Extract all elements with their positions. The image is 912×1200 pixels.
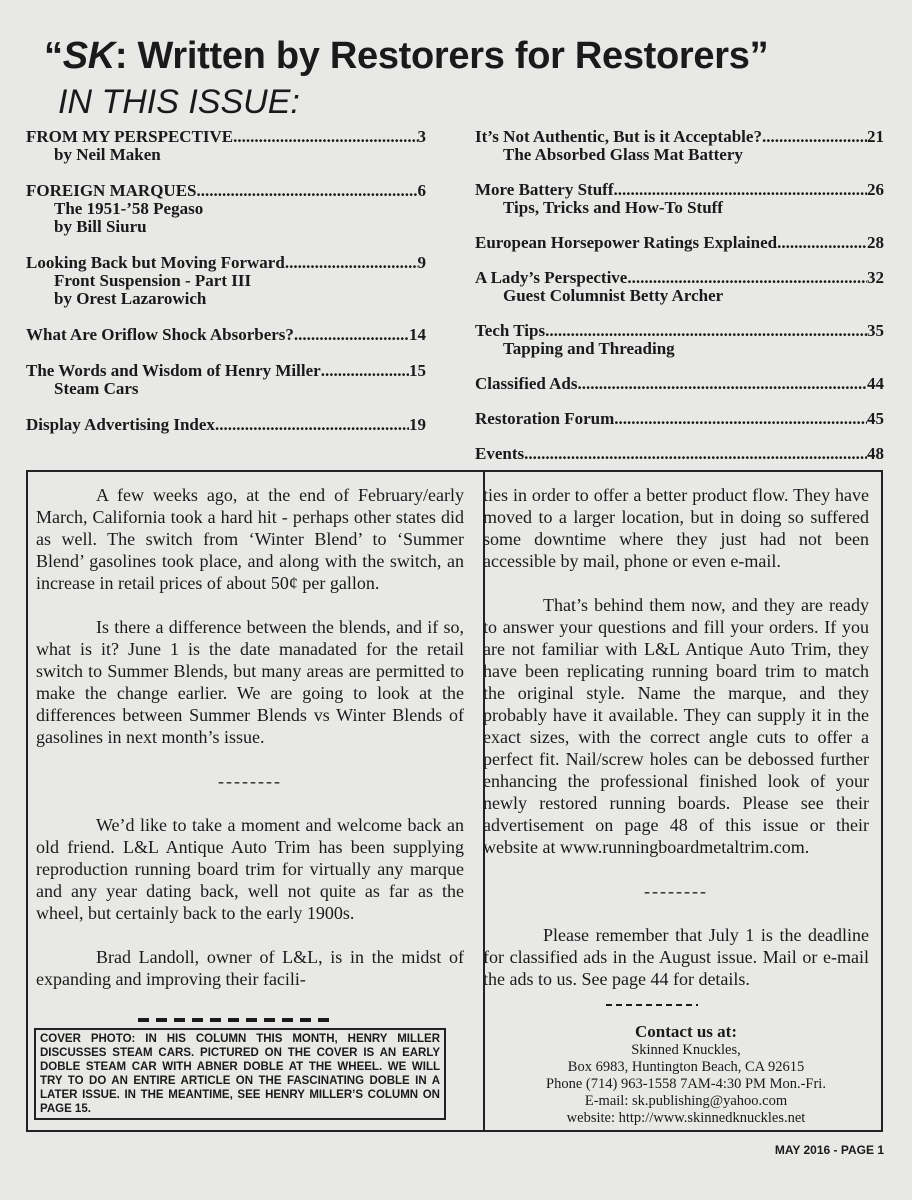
toc-subtitle: Tapping and Threading — [503, 339, 675, 358]
paragraph: We’d like to take a moment and welcome back an old friend. L&L Antique Auto Trim has been supplying reproduction running board trim for virtually any marque and any year dating back, well not quite as far as the wheel, but certainly back to the early 1900s. — [36, 815, 464, 923]
toc-entry — [26, 362, 426, 398]
toc-line — [475, 234, 884, 252]
toc-leader-dots — [627, 269, 867, 287]
dashed-separator — [606, 1004, 698, 1006]
toc-page-number: 48 — [867, 445, 884, 463]
toc-line — [475, 269, 884, 287]
toc-line — [475, 181, 884, 199]
toc-page-number: 9 — [417, 254, 426, 272]
toc-entry — [26, 182, 426, 236]
contact-phone: Phone (714) 963-1558 7AM-4:30 PM Mon.-Fri. — [546, 1076, 826, 1092]
toc-title: Restoration Forum — [475, 410, 615, 428]
toc-leader-dots — [777, 234, 867, 252]
toc-title: Classified Ads — [475, 375, 578, 393]
toc-subtitle: Tips, Tricks and How-To Stuff — [503, 198, 723, 217]
toc-entry — [475, 269, 884, 305]
toc-left-column — [26, 128, 426, 434]
dashed-separator — [138, 1018, 330, 1022]
toc-page-number: 32 — [867, 269, 884, 287]
toc-entry — [26, 128, 426, 164]
toc-title: A Lady’s Perspective — [475, 269, 628, 287]
editorial-box — [26, 470, 883, 1132]
editorial-left-column — [36, 484, 464, 1012]
toc-subtitle: by Bill Siuru — [54, 217, 147, 236]
paragraph: Please remember that July 1 is the deadline for classified ads in the August issue. Mail or e-mail the ads to us. See page 44 for details. — [483, 925, 869, 989]
toc-subtitle: Steam Cars — [54, 379, 139, 398]
toc-leader-dots — [285, 254, 418, 272]
paragraph: That’s behind them now, and they are ready to answer your questions and fill your orders. If you are not familiar with L&L Antique Auto Trim, they have been replicating running board trim to match the original style. Name the marque, and they probably have it available. They can supply it in the exact sizes, with the correct angle cuts to offer a perfect fit. Nail/screw holes can be debossed further enhancing the professional finished look of your newly restored running boards. Please see their advertisement on page 48 of this issue or their website at www.runningboardmetaltrim.com. — [483, 595, 869, 857]
toc-leader-dots — [762, 128, 867, 146]
toc-title: European Horsepower Ratings Explained — [475, 234, 778, 252]
toc-leader-dots — [196, 182, 417, 200]
headline-quote: “ — [44, 35, 63, 77]
section-divider: -------- — [218, 771, 282, 791]
headline-sk: SK — [62, 35, 115, 77]
toc-title: It’s Not Authentic, But is it Acceptable? — [475, 128, 762, 146]
toc-entry — [26, 416, 426, 434]
toc-leader-dots — [294, 326, 409, 344]
toc-page-number: 19 — [409, 416, 426, 434]
toc-entry — [475, 445, 884, 463]
toc-leader-dots — [233, 128, 417, 146]
toc-entry — [475, 128, 884, 164]
toc-line — [475, 375, 884, 393]
toc-page-number: 45 — [867, 410, 884, 428]
toc-entry — [475, 234, 884, 252]
toc-subtitle: by Orest Lazarowich — [54, 289, 207, 308]
contact-address: Box 6983, Huntington Beach, CA 92615 — [567, 1059, 805, 1075]
toc-page-number: 28 — [867, 234, 884, 252]
toc-leader-dots — [524, 445, 867, 463]
toc-title: Events — [475, 445, 525, 463]
toc-entry — [475, 322, 884, 358]
paragraph: ties in order to offer a better product flow. They have moved to a larger location, but in doing so suffered some downtime where they just had not been accessible by mail, phone or even e-mail. — [483, 485, 869, 571]
toc-title: FOREIGN MARQUES — [26, 182, 197, 200]
toc-title: What Are Oriflow Shock Absorbers? — [26, 326, 294, 344]
toc-entry — [475, 375, 884, 393]
headline-rest: : Written by Restorers for Restorers” — [114, 35, 769, 77]
toc-line — [26, 326, 426, 344]
toc-subtitle: by Neil Maken — [54, 145, 161, 164]
toc-line — [475, 445, 884, 463]
contact-name: Skinned Knuckles, — [631, 1042, 741, 1058]
toc-subtitle: Front Suspension - Part III — [54, 271, 252, 290]
toc-line — [26, 254, 426, 272]
toc-title: FROM MY PERSPECTIVE — [26, 128, 234, 146]
toc-leader-dots — [614, 410, 867, 428]
toc-subtitle: Guest Columnist Betty Archer — [503, 286, 724, 305]
toc-leader-dots — [578, 375, 868, 393]
toc-subtitle: The 1951-’58 Pegaso — [54, 199, 204, 218]
toc-leader-dots — [545, 322, 867, 340]
in-this-issue-heading: IN THIS ISSUE: — [58, 83, 300, 121]
contact-block — [504, 1022, 868, 1127]
toc-right-column — [475, 128, 884, 463]
paragraph: Brad Landoll, owner of L&L, is in the midst of expanding and improving their facili- — [36, 947, 464, 989]
toc-title: Looking Back but Moving Forward — [26, 254, 285, 272]
toc-page-number: 6 — [417, 182, 426, 200]
toc-page-number: 26 — [867, 181, 884, 199]
contact-email: E-mail: sk.publishing@yahoo.com — [584, 1093, 788, 1109]
toc-line — [475, 322, 884, 340]
toc-entry — [475, 410, 884, 428]
toc-subtitle: The Absorbed Glass Mat Battery — [503, 145, 743, 164]
editorial-right-column — [483, 484, 869, 1012]
paragraph: A few weeks ago, at the end of February/early March, California took a hard hit - perhaps other states did as well. The switch from ‘Winter Blend’ to ‘Summer Blend’ gasolines took place, and along with the switch, an increase in retail prices of about 50¢ per gallon. — [36, 485, 464, 593]
toc-page-number: 44 — [867, 375, 884, 393]
toc-title: The Words and Wisdom of Henry Miller — [26, 362, 321, 380]
toc-entry — [26, 254, 426, 308]
toc-leader-dots — [321, 362, 409, 380]
toc-line — [475, 128, 884, 146]
toc-line — [475, 410, 884, 428]
toc-line — [26, 128, 426, 146]
toc-title: More Battery Stuff — [475, 181, 614, 199]
toc-line — [26, 416, 426, 434]
toc-page-number: 35 — [867, 322, 884, 340]
toc-line — [26, 362, 426, 380]
toc-leader-dots — [215, 416, 409, 434]
toc-entry — [475, 181, 884, 217]
toc-page-number: 21 — [867, 128, 884, 146]
contact-heading: Contact us at: — [635, 1022, 737, 1041]
magazine-headline — [44, 34, 894, 78]
paragraph: Is there a difference between the blends, and if so, what is it? June 1 is the date manadated for the retail switch to Summer Blends, but many areas are permitted to make the change earlier. We are going to look at the differences between Summer Blends vs Winter Blends of gasolines in next month’s issue. — [36, 617, 464, 747]
toc-title: Tech Tips — [475, 322, 546, 340]
toc-page-number: 14 — [409, 326, 426, 344]
section-divider: -------- — [644, 881, 708, 901]
cover-photo-caption: COVER PHOTO: IN HIS COLUMN THIS MONTH, HENRY MILLER DISCUSSES STEAM CARS. PICTURED ON THE COVER IS AN EARLY DOBLE STEAM CAR WITH ABNER DOBLE AT THE WHEEL. WE WILL TRY TO DO AN ENTIRE ARTICLE ON THE FASCINATING DOBLE IN A LATER ISSUE. IN THE MEANTIME, SEE HENRY MILLER’S COLUMN ON PAGE 15. — [34, 1028, 446, 1120]
toc-page-number: 3 — [417, 128, 426, 146]
contact-website: website: http://www.skinnedknuckles.net — [566, 1110, 806, 1126]
toc-entry — [26, 326, 426, 344]
toc-leader-dots — [613, 181, 867, 199]
toc-line — [26, 182, 426, 200]
toc-title: Display Advertising Index — [26, 416, 215, 434]
page-footer: MAY 2016 - PAGE 1 — [774, 1143, 884, 1157]
toc-page-number: 15 — [409, 362, 426, 380]
